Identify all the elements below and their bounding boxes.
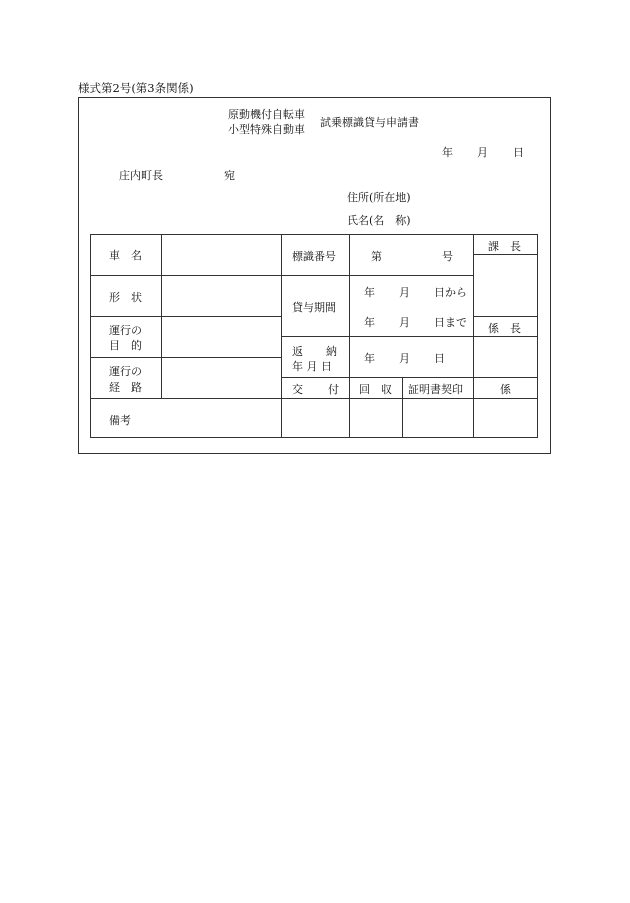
- plate-number-dai: 第: [371, 250, 382, 263]
- date-month-label: 月: [477, 146, 488, 159]
- label-plate-number: 標識番号: [292, 250, 336, 263]
- divider-cert-col: [402, 377, 403, 438]
- label-return-a: 返: [292, 345, 303, 358]
- label-staff: 係: [500, 383, 511, 396]
- label-cert-seal: 証明書契印: [408, 383, 463, 396]
- label-issue-b: 付: [328, 383, 339, 396]
- form-number: 様式第2号(第3条関係): [78, 81, 194, 95]
- label-route-line1: 運行の: [109, 365, 142, 378]
- rule-stamp-2: [473, 316, 538, 317]
- loan-to-day: 日まで: [434, 316, 467, 329]
- loan-from-year: 年: [364, 286, 375, 299]
- addressee-suffix: 宛: [224, 169, 235, 182]
- applicant-address-label: 住所(所在地): [347, 191, 411, 204]
- label-collect: 回 収: [359, 383, 392, 396]
- loan-from-month: 月: [399, 286, 410, 299]
- label-return-date: 年 月 日: [292, 360, 332, 373]
- return-day: 日: [434, 352, 445, 365]
- rule-left-3: [90, 357, 282, 358]
- rule-left-4: [90, 398, 282, 399]
- plate-number-go: 号: [442, 250, 453, 263]
- return-year: 年: [364, 352, 375, 365]
- label-remarks: 備考: [109, 414, 131, 427]
- rule-left-2: [90, 316, 282, 317]
- label-return-b: 納: [326, 345, 337, 358]
- addressee-name: 庄内町長: [119, 169, 163, 182]
- label-unit-chief: 係 長: [488, 322, 521, 335]
- table-border-left: [90, 234, 91, 438]
- applicant-name-label: 氏名(名 称): [347, 214, 411, 227]
- date-year-label: 年: [442, 146, 453, 159]
- rule-mid-3: [281, 377, 538, 378]
- rule-mid-4: [281, 398, 538, 399]
- loan-from-day: 日から: [434, 286, 467, 299]
- loan-to-year: 年: [364, 316, 375, 329]
- rule-left-1: [90, 275, 282, 276]
- label-vehicle-name: 車 名: [109, 249, 142, 262]
- date-day-label: 日: [513, 146, 524, 159]
- label-purpose-line2: 目 的: [109, 339, 142, 352]
- table-border-bottom: [90, 437, 538, 438]
- label-model: 形 状: [109, 291, 142, 304]
- title-line-special-vehicle: 小型特殊自動車: [228, 123, 305, 136]
- label-loan-period: 貸与期間: [292, 301, 336, 314]
- rule-stamp-1: [473, 254, 538, 255]
- rule-stamp-3: [473, 336, 538, 337]
- title-line-moped: 原動機付自転車: [228, 108, 305, 121]
- rule-mid-1: [281, 275, 474, 276]
- loan-to-month: 月: [399, 316, 410, 329]
- label-issue-a: 交: [292, 383, 303, 396]
- return-month: 月: [399, 352, 410, 365]
- rule-mid-2: [281, 336, 474, 337]
- title-main: 試乗標識貸与申請書: [320, 116, 419, 129]
- label-route-line2: 経 路: [109, 381, 142, 394]
- label-section-chief: 課 長: [488, 240, 521, 253]
- table-border-top: [90, 234, 538, 235]
- application-table: [90, 234, 538, 438]
- label-purpose-line1: 運行の: [109, 324, 142, 337]
